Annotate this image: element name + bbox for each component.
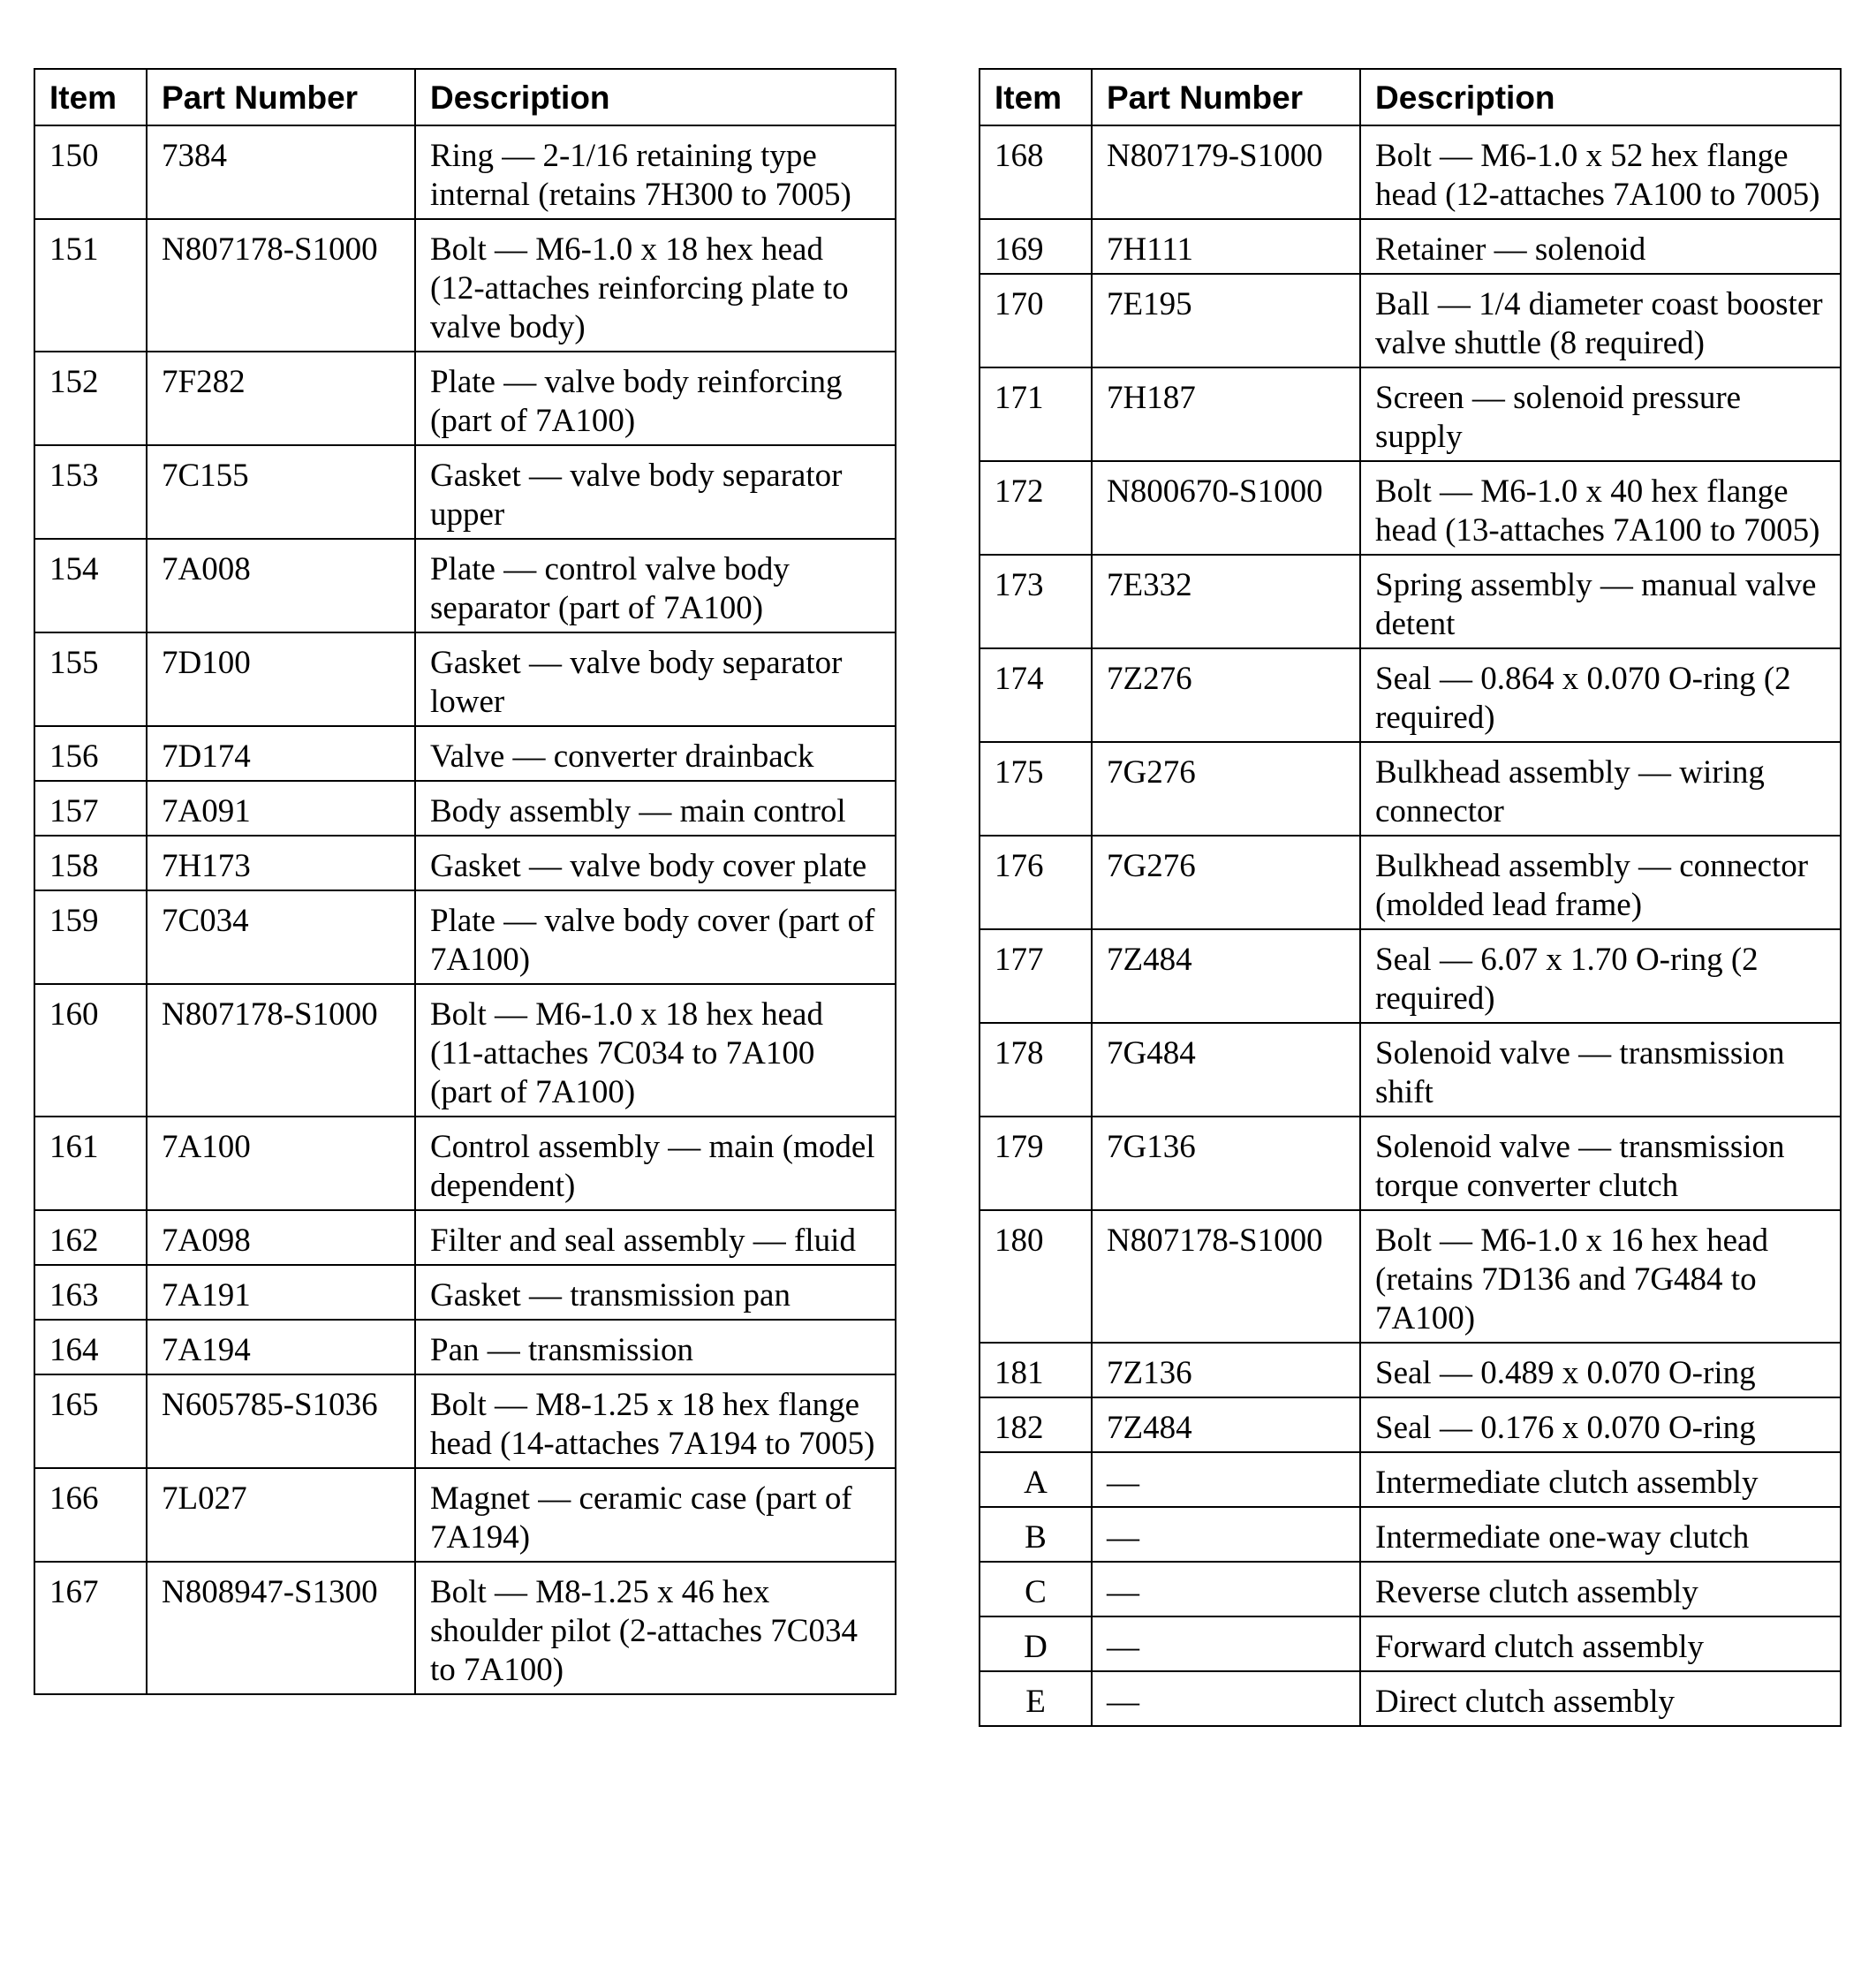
part-number-cell: — [1092,1562,1360,1616]
table-row [980,1343,1841,1397]
part-number-cell: N605785-S1036 [147,1374,415,1468]
part-number-cell: 7384 [147,125,415,219]
item-cell: 160 [34,984,147,1117]
part-number-cell: 7C034 [147,890,415,984]
table-row [980,1616,1841,1671]
item-cell: 178 [980,1023,1092,1117]
item-cell: 164 [34,1320,147,1374]
part-number-cell: 7A008 [147,539,415,632]
part-number-cell: 7C155 [147,445,415,539]
table-row [34,539,896,632]
table-row [34,1468,896,1562]
part-number-cell: 7F282 [147,352,415,445]
table-row [34,781,896,836]
table-row [980,1397,1841,1452]
header-row [34,69,896,125]
item-cell: 179 [980,1117,1092,1210]
description-cell: Solenoid valve — transmission shift [1360,1023,1841,1117]
item-cell: 176 [980,836,1092,929]
description-cell: Filter and seal assembly — fluid [415,1210,896,1265]
description-cell: Seal — 6.07 x 1.70 O-ring (2 required) [1360,929,1841,1023]
part-number-cell: 7A098 [147,1210,415,1265]
description-cell: Bolt — M6-1.0 x 40 hex flange head (13-attaches 7A100 to 7005) [1360,461,1841,555]
part-number-cell: 7G484 [1092,1023,1360,1117]
header-item: Item [980,69,1092,125]
header-item: Item [34,69,147,125]
description-cell: Forward clutch assembly [1360,1616,1841,1671]
table-body [34,125,896,1694]
description-cell: Seal — 0.864 x 0.070 O-ring (2 required) [1360,648,1841,742]
description-cell: Magnet — ceramic case (part of 7A194) [415,1468,896,1562]
description-cell: Pan — transmission [415,1320,896,1374]
part-number-cell: N807178-S1000 [147,984,415,1117]
part-number-cell: 7Z276 [1092,648,1360,742]
table-row [980,836,1841,929]
item-cell: 169 [980,219,1092,274]
table-row [980,648,1841,742]
item-cell: 163 [34,1265,147,1320]
table-row [980,274,1841,367]
table-row [980,1023,1841,1117]
item-cell: 162 [34,1210,147,1265]
item-cell: 167 [34,1562,147,1694]
part-number-cell: 7A191 [147,1265,415,1320]
header-description: Description [1360,69,1841,125]
item-cell: 175 [980,742,1092,836]
table-row [980,125,1841,219]
description-cell: Plate — valve body cover (part of 7A100) [415,890,896,984]
item-cell: 161 [34,1117,147,1210]
item-cell: 152 [34,352,147,445]
part-number-cell: 7Z484 [1092,929,1360,1023]
item-cell: A [980,1452,1092,1507]
part-number-cell: — [1092,1507,1360,1562]
parts-table-left [34,68,896,1695]
table-row [34,632,896,726]
item-cell: D [980,1616,1092,1671]
table-row [980,1452,1841,1507]
part-number-cell: 7A091 [147,781,415,836]
table-row [34,219,896,352]
parts-table-right [979,68,1842,1727]
table-row [980,219,1841,274]
item-cell: 166 [34,1468,147,1562]
item-cell: 171 [980,367,1092,461]
part-number-cell: 7H187 [1092,367,1360,461]
part-number-cell: 7L027 [147,1468,415,1562]
description-cell: Bulkhead assembly — connector (molded lead frame) [1360,836,1841,929]
header-description: Description [415,69,896,125]
table-row [980,742,1841,836]
table-row [980,367,1841,461]
description-cell: Retainer — solenoid [1360,219,1841,274]
table-row [34,445,896,539]
table-row [34,836,896,890]
item-cell: 157 [34,781,147,836]
item-cell: B [980,1507,1092,1562]
description-cell: Solenoid valve — transmission torque converter clutch [1360,1117,1841,1210]
item-cell: 154 [34,539,147,632]
item-cell: 165 [34,1374,147,1468]
header-row [980,69,1841,125]
item-cell: E [980,1671,1092,1726]
part-number-cell: 7G276 [1092,742,1360,836]
table-row [34,352,896,445]
item-cell: 173 [980,555,1092,648]
item-cell: 159 [34,890,147,984]
table-row [980,1210,1841,1343]
part-number-cell: 7G136 [1092,1117,1360,1210]
description-cell: Bolt — M6-1.0 x 52 hex flange head (12-attaches 7A100 to 7005) [1360,125,1841,219]
part-number-cell: 7E332 [1092,555,1360,648]
item-cell: 181 [980,1343,1092,1397]
part-number-cell: 7H111 [1092,219,1360,274]
table-row [34,1265,896,1320]
table-row [980,929,1841,1023]
description-cell: Seal — 0.176 x 0.070 O-ring [1360,1397,1841,1452]
description-cell: Seal — 0.489 x 0.070 O-ring [1360,1343,1841,1397]
table-row [34,1117,896,1210]
item-cell: 150 [34,125,147,219]
item-cell: 153 [34,445,147,539]
item-cell: C [980,1562,1092,1616]
item-cell: 155 [34,632,147,726]
item-cell: 168 [980,125,1092,219]
table-row [34,1210,896,1265]
table-row [34,1562,896,1694]
item-cell: 180 [980,1210,1092,1343]
part-number-cell: — [1092,1616,1360,1671]
description-cell: Plate — valve body reinforcing (part of 7A100) [415,352,896,445]
part-number-cell: N808947-S1300 [147,1562,415,1694]
part-number-cell: 7A194 [147,1320,415,1374]
part-number-cell: — [1092,1452,1360,1507]
description-cell: Gasket — valve body separator upper [415,445,896,539]
description-cell: Spring assembly — manual valve detent [1360,555,1841,648]
description-cell: Body assembly — main control [415,781,896,836]
table-row [34,984,896,1117]
table-row [34,890,896,984]
header-part-number: Part Number [1092,69,1360,125]
description-cell: Reverse clutch assembly [1360,1562,1841,1616]
description-cell: Bolt — M6-1.0 x 18 hex head (11-attaches 7C034 to 7A100 (part of 7A100) [415,984,896,1117]
description-cell: Intermediate one-way clutch [1360,1507,1841,1562]
item-cell: 182 [980,1397,1092,1452]
description-cell: Bolt — M8-1.25 x 46 hex shoulder pilot (2-attaches 7C034 to 7A100) [415,1562,896,1694]
description-cell: Ring — 2-1/16 retaining type internal (retains 7H300 to 7005) [415,125,896,219]
part-number-cell: — [1092,1671,1360,1726]
table-row [34,125,896,219]
part-number-cell: 7E195 [1092,274,1360,367]
item-cell: 172 [980,461,1092,555]
description-cell: Ball — 1/4 diameter coast booster valve shuttle (8 required) [1360,274,1841,367]
part-number-cell: N807179-S1000 [1092,125,1360,219]
table-row [980,1117,1841,1210]
part-number-cell: 7Z484 [1092,1397,1360,1452]
description-cell: Bolt — M6-1.0 x 16 hex head (retains 7D136 and 7G484 to 7A100) [1360,1210,1841,1343]
table-row [980,1671,1841,1726]
table-row [980,1507,1841,1562]
table-row [980,1562,1841,1616]
item-cell: 151 [34,219,147,352]
description-cell: Gasket — transmission pan [415,1265,896,1320]
part-number-cell: N807178-S1000 [147,219,415,352]
part-number-cell: 7G276 [1092,836,1360,929]
table-row [34,726,896,781]
part-number-cell: 7H173 [147,836,415,890]
description-cell: Control assembly — main (model dependent) [415,1117,896,1210]
part-number-cell: 7Z136 [1092,1343,1360,1397]
item-cell: 156 [34,726,147,781]
table-row [34,1374,896,1468]
description-cell: Bulkhead assembly — wiring connector [1360,742,1841,836]
header-part-number: Part Number [147,69,415,125]
table-row [980,461,1841,555]
item-cell: 158 [34,836,147,890]
table-row [980,555,1841,648]
part-number-cell: 7A100 [147,1117,415,1210]
item-cell: 174 [980,648,1092,742]
description-cell: Bolt — M8-1.25 x 18 hex flange head (14-attaches 7A194 to 7005) [415,1374,896,1468]
part-number-cell: 7D174 [147,726,415,781]
description-cell: Bolt — M6-1.0 x 18 hex head (12-attaches reinforcing plate to valve body) [415,219,896,352]
part-number-cell: 7D100 [147,632,415,726]
description-cell: Intermediate clutch assembly [1360,1452,1841,1507]
item-cell: 177 [980,929,1092,1023]
item-cell: 170 [980,274,1092,367]
description-cell: Gasket — valve body separator lower [415,632,896,726]
part-number-cell: N800670-S1000 [1092,461,1360,555]
part-number-cell: N807178-S1000 [1092,1210,1360,1343]
table-body [980,125,1841,1726]
description-cell: Direct clutch assembly [1360,1671,1841,1726]
description-cell: Plate — control valve body separator (part of 7A100) [415,539,896,632]
description-cell: Gasket — valve body cover plate [415,836,896,890]
description-cell: Screen — solenoid pressure supply [1360,367,1841,461]
table-row [34,1320,896,1374]
description-cell: Valve — converter drainback [415,726,896,781]
